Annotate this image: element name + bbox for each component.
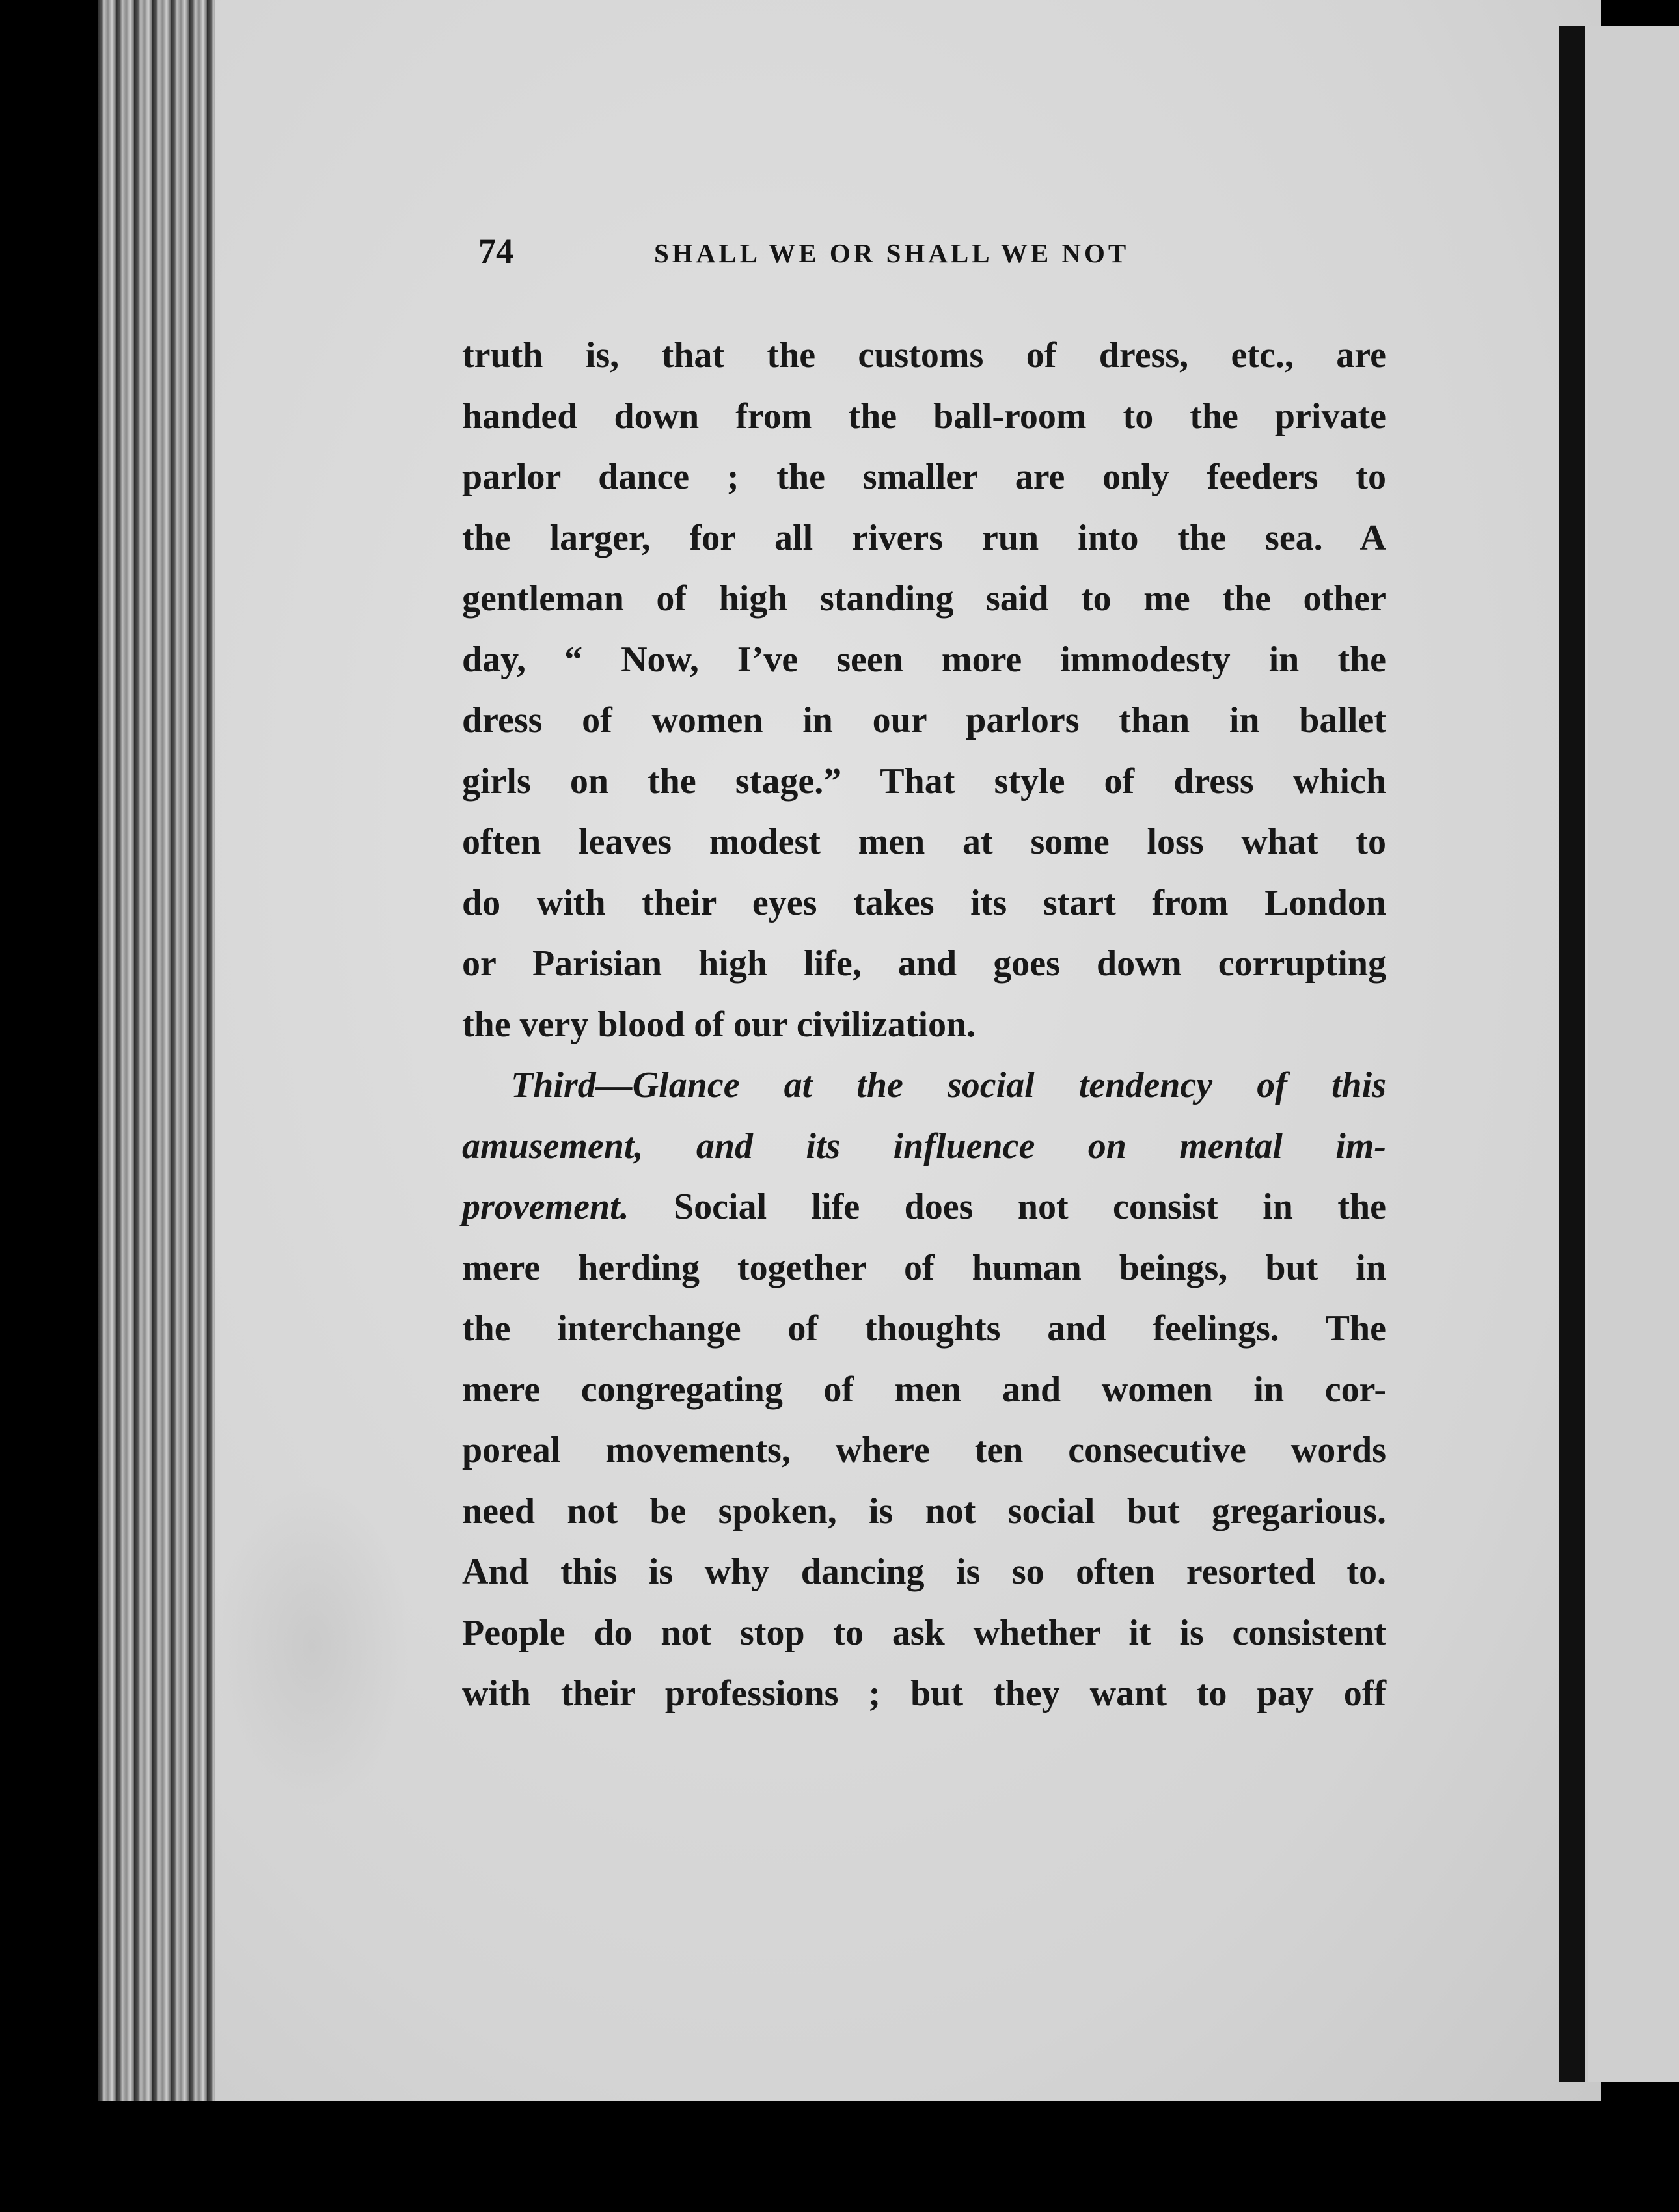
text-line: girls on the stage.” That style of dress which — [462, 761, 1386, 802]
text-line: mere congregating of men and women in cor- — [462, 1369, 1386, 1410]
water-stain — [215, 1483, 410, 1809]
text-line: the larger, for all rivers run into the sea. A — [462, 517, 1386, 558]
facing-page-edge — [1588, 26, 1679, 2082]
text-line — [462, 1177, 1386, 1238]
text-line: People do not stop to ask whether it is consistent — [462, 1612, 1386, 1653]
running-head: SHALL WE OR SHALL WE NOT — [654, 238, 1130, 268]
section-heading-line: amusement, and its influence on mental im- — [462, 1126, 1386, 1167]
text-line: need not be spoken, is not social but gregarious. — [462, 1490, 1386, 1531]
text-line: parlor dance ; the smaller are only feeders to — [462, 457, 1386, 497]
text-line: often leaves modest men at some loss what to — [462, 822, 1386, 862]
text-line: do with their eyes takes its start from London — [462, 882, 1386, 923]
text-line: with their professions ; but they want to pay off — [462, 1673, 1386, 1714]
text-line: And this is why dancing is so often resorted to. — [462, 1552, 1386, 1592]
text-line: truth is, that the customs of dress, etc., are — [462, 335, 1386, 375]
text-line: gentleman of high standing said to me the other — [462, 578, 1386, 619]
page-header — [478, 231, 1389, 276]
text-line: the interchange of thoughts and feelings. The — [462, 1308, 1386, 1349]
text-line: poreal movements, where ten consecutive words — [462, 1430, 1386, 1470]
page-number: 74 — [478, 232, 513, 271]
text-line: or Parisian high life, and goes down corrupting — [462, 943, 1386, 984]
text-line: dress of women in our parlors than in ballet — [462, 700, 1386, 740]
body-text — [462, 325, 1386, 1725]
page-edges — [98, 0, 228, 2101]
text-line: the very blood of our civilization. — [462, 1004, 976, 1045]
text-line: handed down from the ball-room to the private — [462, 396, 1386, 437]
section-heading-end: provement. — [462, 1187, 629, 1227]
text-span: Social life does not consist in the — [629, 1187, 1386, 1227]
book-gutter — [1559, 26, 1585, 2082]
text-line: mere herding together of human beings, but in — [462, 1247, 1386, 1288]
text-line: day, “ Now, I’ve seen more immodesty in the — [462, 639, 1386, 680]
section-heading-line: Third—Glance at the social tendency of this — [511, 1065, 1386, 1105]
